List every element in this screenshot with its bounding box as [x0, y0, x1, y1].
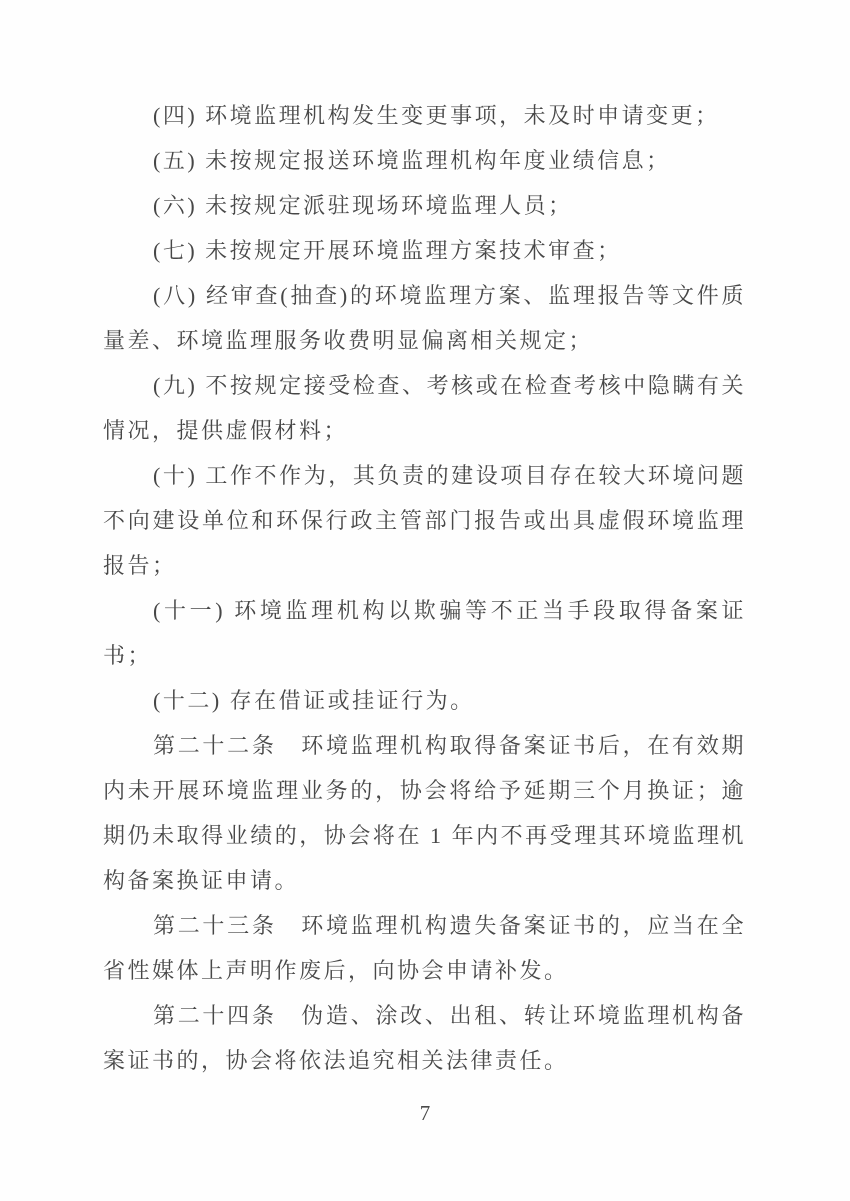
paragraph-clause-8: (八) 经审查(抽查)的环境监理方案、监理报告等文件质量差、环境监理服务收费明显偏离相关规定；: [103, 283, 746, 353]
paragraph-article-23: 第二十三条 环境监理机构遗失备案证书的，应当在全省性媒体上声明作废后，向协会申请补发。: [103, 913, 746, 983]
paragraph-clause-7: (七) 未按规定开展环境监理方案技术审查；: [153, 238, 622, 263]
paragraph-clause-10: (十) 工作不作为，其负责的建设项目存在较大环境问题不向建设单位和环保行政主管部门报告或出具虚假环境监理报告；: [103, 463, 746, 578]
paragraph-clause-4: (四) 环境监理机构发生变更事项，未及时申请变更；: [153, 103, 720, 128]
document-body: [103, 93, 746, 1083]
paragraph-clause-5: (五) 未按规定报送环境监理机构年度业绩信息；: [153, 148, 671, 173]
paragraph-clause-9: (九) 不按规定接受检查、考核或在检查考核中隐瞒有关情况，提供虚假材料；: [103, 373, 746, 443]
paragraph-article-22: 第二十二条 环境监理机构取得备案证书后，在有效期内未开展环境监理业务的，协会将给予延期三个月换证；逾期仍未取得业绩的，协会将在 1 年内不再受理其环境监理机构备案换证申请。: [103, 733, 746, 893]
paragraph-clause-11: (十一) 环境监理机构以欺骗等不正当手段取得备案证书；: [103, 598, 746, 668]
paragraph-clause-6: (六) 未按规定派驻现场环境监理人员；: [153, 193, 573, 218]
page-number: 7: [419, 1101, 431, 1125]
paragraph-article-24: 第二十四条 伪造、涂改、出租、转让环境监理机构备案证书的，协会将依法追究相关法律责任。: [103, 1003, 746, 1073]
paragraph-clause-12: (十二) 存在借证或挂证行为。: [153, 688, 475, 713]
